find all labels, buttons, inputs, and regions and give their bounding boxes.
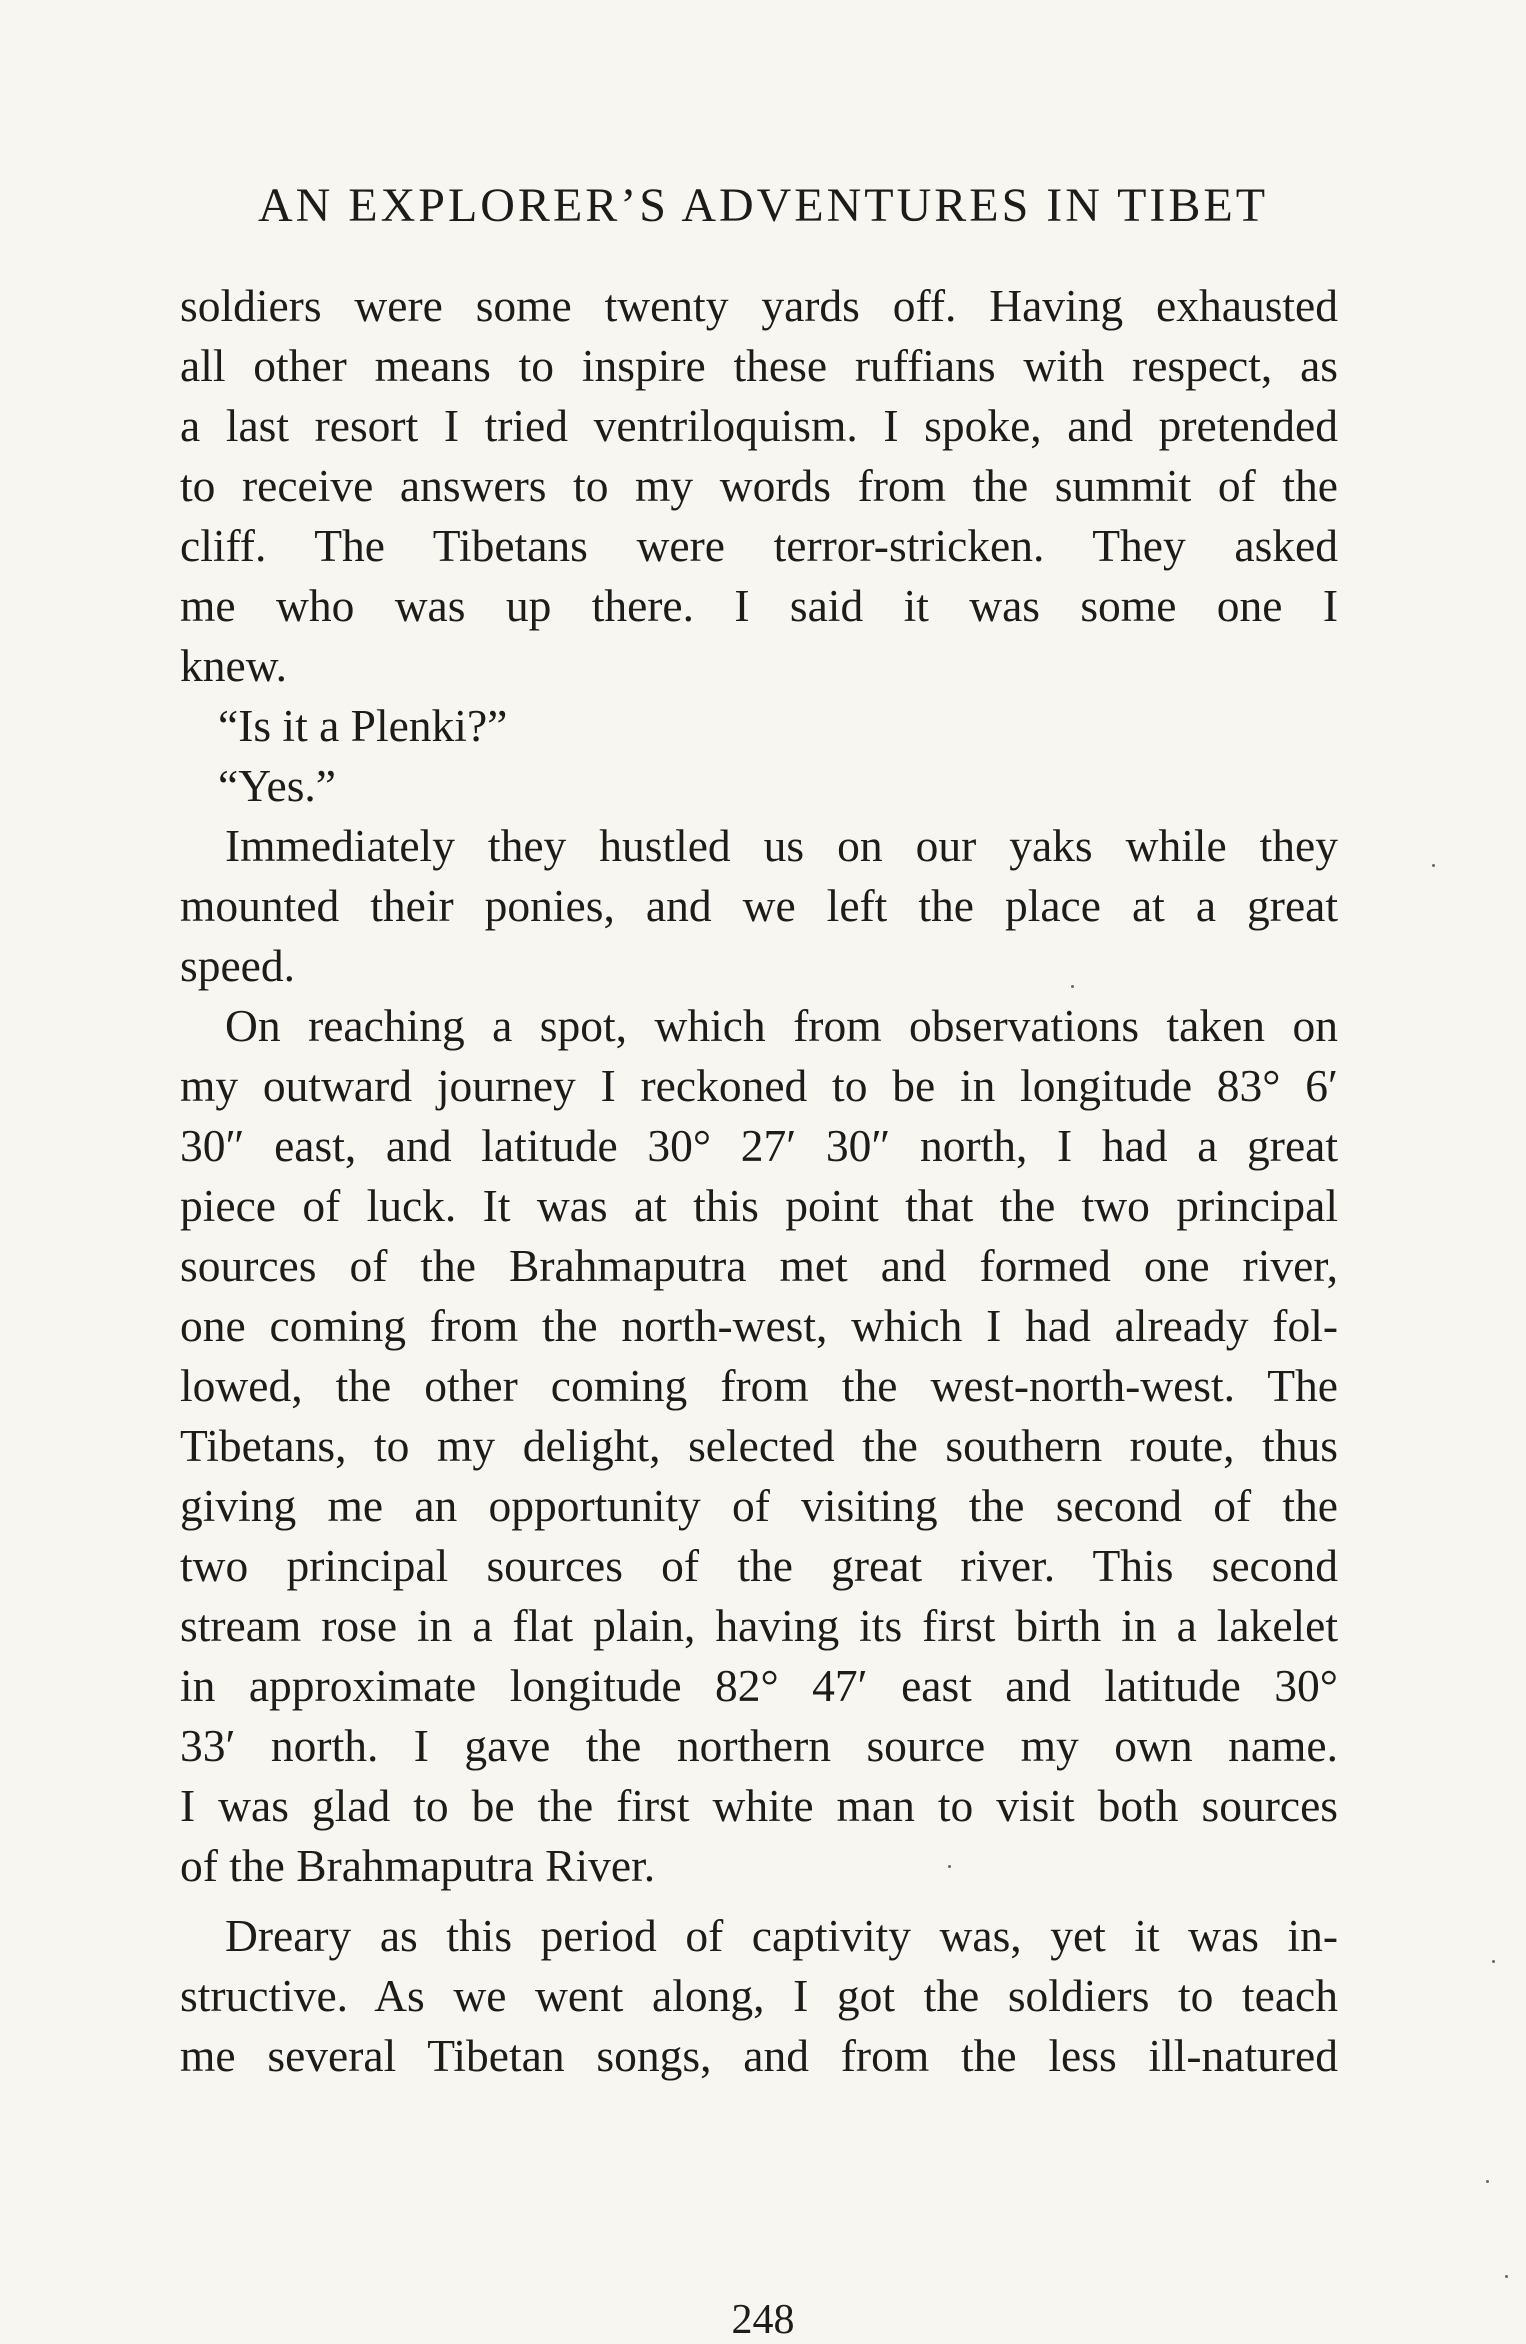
text-line: speed. <box>180 940 295 991</box>
text-line: lowed, the other coming from the west-north-west. The <box>180 1360 1338 1411</box>
text-line: stream rose in a flat plain, having its first birth in a lakelet <box>180 1600 1338 1651</box>
body-text <box>180 276 1338 2086</box>
text-line: knew. <box>180 640 287 691</box>
text-line: 30″ east, and latitude 30° 27′ 30″ north, I had a great <box>180 1120 1338 1171</box>
running-head: AN EXPLORER’S ADVENTURES IN TIBET <box>257 179 1269 232</box>
text-line: soldiers were some twenty yards off. Having exhausted <box>180 280 1338 331</box>
dialogue-line: “Is it a Plenki?” <box>218 700 508 751</box>
text-line: me several Tibetan songs, and from the less ill-natured <box>180 2030 1338 2081</box>
text-line: Tibetans, to my delight, selected the southern route, thus <box>180 1420 1338 1471</box>
text-line: of the Brahmaputra River. <box>180 1840 656 1891</box>
scan-speck <box>1071 985 1074 988</box>
paragraph-start-line: Immediately they hustled us on our yaks while they <box>225 820 1338 871</box>
text-line: giving me an opportunity of visiting the second of the <box>180 1480 1338 1531</box>
scan-speck <box>948 1865 951 1868</box>
dialogue-line: “Yes.” <box>218 760 336 811</box>
scan-speck <box>1492 1960 1495 1963</box>
text-line: my outward journey I reckoned to be in longitude 83° 6′ <box>180 1060 1338 1111</box>
text-line: I was glad to be the first white man to visit both sources <box>180 1780 1338 1831</box>
text-line: structive. As we went along, I got the soldiers to teach <box>180 1970 1338 2021</box>
text-line: piece of luck. It was at this point that the two principal <box>180 1180 1338 1231</box>
text-line: me who was up there. I said it was some one I <box>180 580 1338 631</box>
text-line: in approximate longitude 82° 47′ east and latitude 30° <box>180 1660 1338 1711</box>
paragraph-start-line: On reaching a spot, which from observations taken on <box>225 1000 1338 1051</box>
text-line: sources of the Brahmaputra met and formed one river, <box>180 1240 1338 1291</box>
text-line: all other means to inspire these ruffians with respect, as <box>180 340 1338 391</box>
scan-speck <box>1432 864 1435 867</box>
paragraph-start-line: Dreary as this period of captivity was, yet it was in- <box>225 1910 1338 1961</box>
text-line: cliff. The Tibetans were terror-stricken. They asked <box>180 520 1338 571</box>
page-number: 248 <box>731 2297 795 2343</box>
text-line: one coming from the north-west, which I had already fol- <box>180 1300 1338 1351</box>
text-line: mounted their ponies, and we left the place at a great <box>180 880 1338 931</box>
text-line: two principal sources of the great river. This second <box>180 1540 1338 1591</box>
text-line: a last resort I tried ventriloquism. I spoke, and pretended <box>180 400 1338 451</box>
text-line: 33′ north. I gave the northern source my own name. <box>180 1720 1338 1771</box>
text-line: to receive answers to my words from the summit of the <box>180 460 1338 511</box>
scan-speck <box>1486 2180 1489 2183</box>
scan-speck <box>1505 2275 1508 2278</box>
